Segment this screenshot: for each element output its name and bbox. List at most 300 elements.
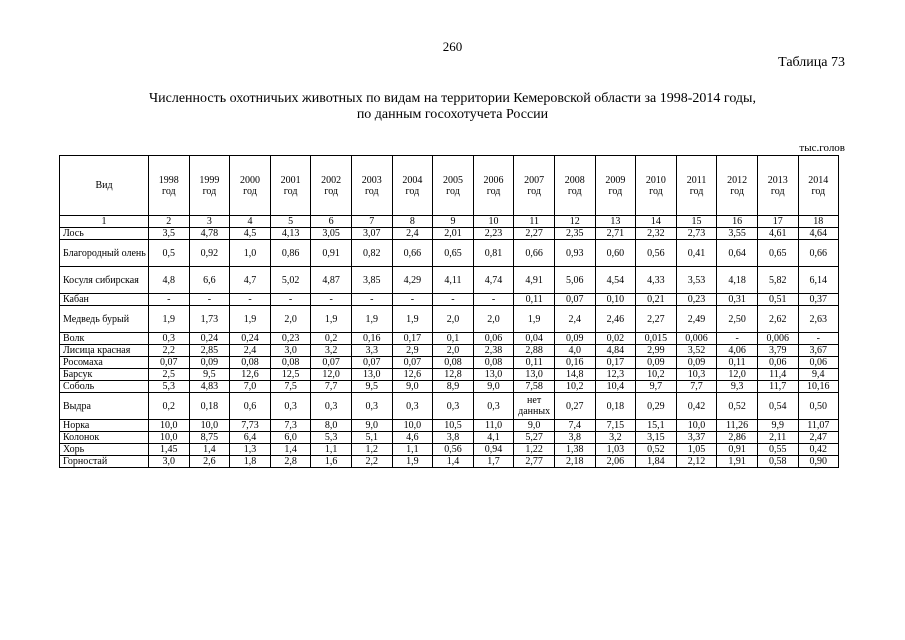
table-cell: - bbox=[717, 333, 758, 345]
table-cell: 5,3 bbox=[311, 432, 352, 444]
table-cell: 6,6 bbox=[189, 267, 230, 294]
table-cell: 2,62 bbox=[757, 306, 798, 333]
header-year-word: год bbox=[283, 185, 298, 197]
table-cell: 6,14 bbox=[798, 267, 839, 294]
table-cell: 10,2 bbox=[636, 369, 677, 381]
table-cell: 4,18 bbox=[717, 267, 758, 294]
table-cell: 3,52 bbox=[676, 345, 717, 357]
table-cell: 12,6 bbox=[230, 369, 271, 381]
table-cell: 2,38 bbox=[473, 345, 514, 357]
table-cell: 2,85 bbox=[189, 345, 230, 357]
table-cell: 2,99 bbox=[636, 345, 677, 357]
table-row bbox=[60, 333, 839, 345]
table-cell: - bbox=[270, 294, 311, 306]
table-cell: 3,8 bbox=[554, 432, 595, 444]
table-cell: 5,02 bbox=[270, 267, 311, 294]
column-number-7: 7 bbox=[351, 216, 392, 228]
table-cell: 1,9 bbox=[514, 306, 555, 333]
table-cell: 10,0 bbox=[392, 420, 433, 432]
table-cell: нет данных bbox=[514, 393, 555, 420]
table-cell: 10,0 bbox=[189, 420, 230, 432]
table-cell: 1,22 bbox=[514, 444, 555, 456]
table-cell: 0,5 bbox=[149, 240, 190, 267]
table-cell: 0,11 bbox=[514, 357, 555, 369]
table-cell: 0,2 bbox=[311, 333, 352, 345]
table-cell: 3,85 bbox=[351, 267, 392, 294]
column-number-14: 14 bbox=[636, 216, 677, 228]
table-cell: 4,74 bbox=[473, 267, 514, 294]
table-cell: 1,45 bbox=[149, 444, 190, 456]
species-name: Росомаха bbox=[60, 357, 149, 369]
table-cell: 0,09 bbox=[676, 357, 717, 369]
table-cell: 2,46 bbox=[595, 306, 636, 333]
header-year-word: год bbox=[486, 185, 501, 197]
table-cell: 2,11 bbox=[757, 432, 798, 444]
header-year-2005 bbox=[433, 156, 474, 216]
species-name: Лисица красная bbox=[60, 345, 149, 357]
table-cell: 5,27 bbox=[514, 432, 555, 444]
species-name: Горностай bbox=[60, 456, 149, 468]
table-cell: 2,4 bbox=[230, 345, 271, 357]
table-cell: 7,15 bbox=[595, 420, 636, 432]
species-name: Медведь бурый bbox=[60, 306, 149, 333]
table-cell: 2,77 bbox=[514, 456, 555, 468]
table-cell: 7,5 bbox=[270, 381, 311, 393]
table-row bbox=[60, 420, 839, 432]
column-number-16: 16 bbox=[717, 216, 758, 228]
table-cell: 3,5 bbox=[149, 228, 190, 240]
table-cell: 4,13 bbox=[270, 228, 311, 240]
table-cell: 12,3 bbox=[595, 369, 636, 381]
table-cell: 4,06 bbox=[717, 345, 758, 357]
table-cell: 7,0 bbox=[230, 381, 271, 393]
table-cell: 9,5 bbox=[189, 369, 230, 381]
header-year-word: год bbox=[161, 185, 176, 197]
table-cell: 1,84 bbox=[636, 456, 677, 468]
header-row bbox=[60, 156, 839, 216]
table-cell: 7,7 bbox=[676, 381, 717, 393]
header-year-value: 2005 bbox=[442, 174, 463, 186]
header-year-2003 bbox=[351, 156, 392, 216]
table-cell: - bbox=[798, 333, 839, 345]
table-cell: 1,9 bbox=[392, 456, 433, 468]
table-cell: - bbox=[433, 294, 474, 306]
table-cell: 0,65 bbox=[433, 240, 474, 267]
table-cell: 2,71 bbox=[595, 228, 636, 240]
column-number-12: 12 bbox=[554, 216, 595, 228]
table-row bbox=[60, 444, 839, 456]
table-row bbox=[60, 456, 839, 468]
header-year-value: 2014 bbox=[808, 174, 829, 186]
table-cell: 0,11 bbox=[514, 294, 555, 306]
table-cell: 5,82 bbox=[757, 267, 798, 294]
table-cell: 2,06 bbox=[595, 456, 636, 468]
table-cell: 0,37 bbox=[798, 294, 839, 306]
table-cell: 9,0 bbox=[392, 381, 433, 393]
table-cell: 1,03 bbox=[595, 444, 636, 456]
table-cell: 1,7 bbox=[473, 456, 514, 468]
table-cell: 0,06 bbox=[473, 333, 514, 345]
header-year-2009 bbox=[595, 156, 636, 216]
column-number-6: 6 bbox=[311, 216, 352, 228]
title-line-1: Численность охотничьих животных по видам на территории Кемеровской области за 1998-2014 годы, bbox=[149, 91, 756, 106]
table-cell: 12,0 bbox=[311, 369, 352, 381]
header-year-value: 2012 bbox=[727, 174, 748, 186]
table-cell: - bbox=[149, 294, 190, 306]
table-cell: 4,11 bbox=[433, 267, 474, 294]
table-cell: 13,0 bbox=[473, 369, 514, 381]
table-cell: 0,17 bbox=[392, 333, 433, 345]
table-cell: 3,15 bbox=[636, 432, 677, 444]
table-cell: 2,4 bbox=[554, 306, 595, 333]
header-year-word: год bbox=[689, 185, 704, 197]
table-cell: 0,42 bbox=[798, 444, 839, 456]
header-year-2010 bbox=[636, 156, 677, 216]
table-cell: 2,0 bbox=[433, 345, 474, 357]
species-name: Кабан bbox=[60, 294, 149, 306]
table-cell: 4,84 bbox=[595, 345, 636, 357]
header-year-2007 bbox=[514, 156, 555, 216]
table-cell: 4,5 bbox=[230, 228, 271, 240]
table-cell: 0,07 bbox=[392, 357, 433, 369]
table-cell: 8,0 bbox=[311, 420, 352, 432]
column-number-10: 10 bbox=[473, 216, 514, 228]
header-year-value: 2013 bbox=[767, 174, 788, 186]
header-year-2011 bbox=[676, 156, 717, 216]
table-cell: 1,8 bbox=[230, 456, 271, 468]
table-cell: 0,94 bbox=[473, 444, 514, 456]
table-cell: 0,17 bbox=[595, 357, 636, 369]
column-number-1: 1 bbox=[60, 216, 149, 228]
table-cell: 1,73 bbox=[189, 306, 230, 333]
table-row bbox=[60, 294, 839, 306]
table-cell: 1,0 bbox=[230, 240, 271, 267]
table-cell: 12,8 bbox=[433, 369, 474, 381]
table-cell: 1,38 bbox=[554, 444, 595, 456]
table-cell: 2,8 bbox=[270, 456, 311, 468]
header-year-1999 bbox=[189, 156, 230, 216]
table-cell: 2,35 bbox=[554, 228, 595, 240]
table-row bbox=[60, 357, 839, 369]
table-cell: 0,23 bbox=[270, 333, 311, 345]
table-cell: 7,73 bbox=[230, 420, 271, 432]
table-cell: 1,3 bbox=[230, 444, 271, 456]
table-cell: 1,9 bbox=[351, 306, 392, 333]
title-line-2: по данным госохотучета России bbox=[356, 107, 549, 122]
population-table bbox=[59, 155, 839, 468]
table-cell: 3,0 bbox=[149, 456, 190, 468]
header-year-2013 bbox=[757, 156, 798, 216]
table-cell: 0,09 bbox=[554, 333, 595, 345]
table-cell: 3,05 bbox=[311, 228, 352, 240]
header-year-word: год bbox=[730, 185, 744, 197]
table-cell: 2,01 bbox=[433, 228, 474, 240]
header-year-value: 2001 bbox=[280, 174, 301, 186]
table-cell: 14,8 bbox=[554, 369, 595, 381]
column-number-11: 11 bbox=[514, 216, 555, 228]
table-cell: 6,0 bbox=[270, 432, 311, 444]
table-cell: 3,67 bbox=[798, 345, 839, 357]
table-cell: 9,4 bbox=[798, 369, 839, 381]
header-year-1998 bbox=[149, 156, 190, 216]
header-year-value: 2000 bbox=[239, 174, 260, 186]
table-cell: 0,66 bbox=[392, 240, 433, 267]
table-cell: - bbox=[230, 294, 271, 306]
header-year-2012 bbox=[717, 156, 758, 216]
table-cell: 0,3 bbox=[351, 393, 392, 420]
table-cell: 0,27 bbox=[554, 393, 595, 420]
table-cell: 0,41 bbox=[676, 240, 717, 267]
column-number-5: 5 bbox=[270, 216, 311, 228]
header-year-value: 1999 bbox=[199, 174, 220, 186]
table-cell: 9,0 bbox=[351, 420, 392, 432]
table-cell: 1,9 bbox=[392, 306, 433, 333]
header-year-word: год bbox=[608, 185, 623, 197]
table-cell: 0,24 bbox=[189, 333, 230, 345]
table-cell: 0,08 bbox=[230, 357, 271, 369]
table-cell: 2,6 bbox=[189, 456, 230, 468]
table-label: Таблица 73 bbox=[778, 55, 845, 70]
species-name: Барсук bbox=[60, 369, 149, 381]
column-number-18: 18 bbox=[798, 216, 839, 228]
table-cell: 2,23 bbox=[473, 228, 514, 240]
table-cell: 12,0 bbox=[717, 369, 758, 381]
table-cell: 0,65 bbox=[757, 240, 798, 267]
header-year-value: 2011 bbox=[686, 174, 707, 186]
table-cell: 0,07 bbox=[554, 294, 595, 306]
table-cell: 9,0 bbox=[473, 381, 514, 393]
table-cell: 0,3 bbox=[149, 333, 190, 345]
table-cell: 0,86 bbox=[270, 240, 311, 267]
table-row bbox=[60, 345, 839, 357]
table-cell: - bbox=[189, 294, 230, 306]
table-cell: 0,08 bbox=[270, 357, 311, 369]
species-name: Норка bbox=[60, 420, 149, 432]
table-cell: 2,5 bbox=[149, 369, 190, 381]
table-cell: 11,07 bbox=[798, 420, 839, 432]
header-year-word: год bbox=[405, 185, 420, 197]
table-cell: 0,06 bbox=[798, 357, 839, 369]
table-cell: 10,0 bbox=[676, 420, 717, 432]
page-number: 260 bbox=[442, 39, 463, 54]
table-cell: 2,2 bbox=[351, 456, 392, 468]
column-number-8: 8 bbox=[392, 216, 433, 228]
table-cell: 0,51 bbox=[757, 294, 798, 306]
table-cell: 4,1 bbox=[473, 432, 514, 444]
table-cell: - bbox=[351, 294, 392, 306]
table-cell: 8,9 bbox=[433, 381, 474, 393]
header-year-word: год bbox=[324, 185, 338, 197]
table-cell: 0,3 bbox=[270, 393, 311, 420]
table-cell: 0,31 bbox=[717, 294, 758, 306]
table-cell: 0,29 bbox=[636, 393, 677, 420]
table-cell: 0,02 bbox=[595, 333, 636, 345]
table-body bbox=[60, 228, 839, 468]
species-name: Выдра bbox=[60, 393, 149, 420]
table-cell: 7,3 bbox=[270, 420, 311, 432]
table-cell: 7,7 bbox=[311, 381, 352, 393]
table-cell: 0,11 bbox=[717, 357, 758, 369]
table-cell: 0,07 bbox=[149, 357, 190, 369]
table-cell: 1,4 bbox=[433, 456, 474, 468]
header-year-word: год bbox=[202, 185, 217, 197]
table-cell: 0,1 bbox=[433, 333, 474, 345]
table-cell: 0,66 bbox=[798, 240, 839, 267]
table-cell: 2,63 bbox=[798, 306, 839, 333]
table-cell: 1,9 bbox=[230, 306, 271, 333]
table-cell: 5,1 bbox=[351, 432, 392, 444]
table-cell: 2,88 bbox=[514, 345, 555, 357]
header-year-word: год bbox=[364, 185, 379, 197]
table-cell: 2,32 bbox=[636, 228, 677, 240]
species-name: Волк bbox=[60, 333, 149, 345]
table-cell: 0,3 bbox=[433, 393, 474, 420]
species-name: Благородный олень bbox=[60, 240, 149, 267]
header-year-value: 2007 bbox=[524, 174, 545, 186]
table-cell: 2,50 bbox=[717, 306, 758, 333]
table-cell: 4,7 bbox=[230, 267, 271, 294]
table-cell: 4,83 bbox=[189, 381, 230, 393]
table-cell: 11,26 bbox=[717, 420, 758, 432]
table-cell: 1,4 bbox=[270, 444, 311, 456]
table-cell: 4,0 bbox=[554, 345, 595, 357]
table-cell: 13,0 bbox=[351, 369, 392, 381]
header-year-value: 2002 bbox=[321, 174, 342, 186]
table-cell: 1,4 bbox=[189, 444, 230, 456]
table-cell: - bbox=[392, 294, 433, 306]
header-year-value: 2009 bbox=[605, 174, 626, 186]
table-cell: 2,12 bbox=[676, 456, 717, 468]
table-cell: 4,78 bbox=[189, 228, 230, 240]
table-cell: 0,92 bbox=[189, 240, 230, 267]
table-cell: 5,3 bbox=[149, 381, 190, 393]
table-cell: 1,1 bbox=[392, 444, 433, 456]
table-cell: 0,10 bbox=[595, 294, 636, 306]
header-year-2004 bbox=[392, 156, 433, 216]
column-number-3: 3 bbox=[189, 216, 230, 228]
table-row bbox=[60, 267, 839, 294]
table-cell: 0,66 bbox=[514, 240, 555, 267]
table-cell: 3,55 bbox=[717, 228, 758, 240]
table-cell: 0,52 bbox=[636, 444, 677, 456]
header-year-value: 2004 bbox=[402, 174, 423, 186]
table-cell: 0,2 bbox=[149, 393, 190, 420]
table-cell: 0,07 bbox=[351, 357, 392, 369]
header-year-2008 bbox=[554, 156, 595, 216]
table-cell: 0,56 bbox=[433, 444, 474, 456]
table-cell: 3,8 bbox=[433, 432, 474, 444]
header-year-value: 2006 bbox=[483, 174, 504, 186]
table-cell: 1,1 bbox=[311, 444, 352, 456]
document-title bbox=[60, 91, 845, 123]
table-cell: 0,23 bbox=[676, 294, 717, 306]
table-cell: 3,79 bbox=[757, 345, 798, 357]
column-number-13: 13 bbox=[595, 216, 636, 228]
table-cell: 15,1 bbox=[636, 420, 677, 432]
header-year-value: 2010 bbox=[645, 174, 666, 186]
table-cell: 4,64 bbox=[798, 228, 839, 240]
table-cell: 0,64 bbox=[717, 240, 758, 267]
table-cell: 7,58 bbox=[514, 381, 555, 393]
header-year-2014 bbox=[798, 156, 839, 216]
table-cell: 10,5 bbox=[433, 420, 474, 432]
unit-label: тыс.голов bbox=[799, 142, 845, 154]
table-cell: 0,04 bbox=[514, 333, 555, 345]
table-cell: 0,06 bbox=[757, 357, 798, 369]
table-cell: - bbox=[311, 294, 352, 306]
table-cell: 0,6 bbox=[230, 393, 271, 420]
table-cell: 1,6 bbox=[311, 456, 352, 468]
column-number-15: 15 bbox=[676, 216, 717, 228]
table-cell: 4,8 bbox=[149, 267, 190, 294]
table-cell: 0,60 bbox=[595, 240, 636, 267]
header-species: Вид bbox=[60, 156, 149, 216]
table-cell: 0,56 bbox=[636, 240, 677, 267]
table-cell: 0,3 bbox=[473, 393, 514, 420]
table-cell: 3,2 bbox=[595, 432, 636, 444]
header-year-word: год bbox=[649, 185, 663, 197]
table-cell: 10,4 bbox=[595, 381, 636, 393]
header-year-value: 1998 bbox=[158, 174, 179, 186]
table-cell: 4,91 bbox=[514, 267, 555, 294]
table-cell: 0,07 bbox=[311, 357, 352, 369]
table-cell: 10,0 bbox=[149, 420, 190, 432]
table-cell: 13,0 bbox=[514, 369, 555, 381]
species-name: Косуля сибирская bbox=[60, 267, 149, 294]
header-year-word: год bbox=[446, 185, 460, 197]
table-cell: 0,09 bbox=[636, 357, 677, 369]
table-cell: 0,3 bbox=[311, 393, 352, 420]
header-year-2000 bbox=[230, 156, 271, 216]
table-cell: 11,4 bbox=[757, 369, 798, 381]
table-cell: 12,6 bbox=[392, 369, 433, 381]
species-name: Колонок bbox=[60, 432, 149, 444]
header-year-word: год bbox=[811, 185, 826, 197]
table-cell: 4,61 bbox=[757, 228, 798, 240]
header-year-2002 bbox=[311, 156, 352, 216]
table-cell: 0,55 bbox=[757, 444, 798, 456]
table-cell: 0,82 bbox=[351, 240, 392, 267]
table-cell: 10,16 bbox=[798, 381, 839, 393]
column-number-2: 2 bbox=[149, 216, 190, 228]
table-cell: 10,3 bbox=[676, 369, 717, 381]
table-cell: 6,4 bbox=[230, 432, 271, 444]
table-row bbox=[60, 393, 839, 420]
table-row bbox=[60, 432, 839, 444]
table-cell: 2,27 bbox=[636, 306, 677, 333]
table-cell: 3,3 bbox=[351, 345, 392, 357]
header-year-2001 bbox=[270, 156, 311, 216]
table-cell: 2,27 bbox=[514, 228, 555, 240]
table-cell: 0,18 bbox=[595, 393, 636, 420]
table-cell: 3,37 bbox=[676, 432, 717, 444]
table-cell: 4,6 bbox=[392, 432, 433, 444]
table-cell: 1,91 bbox=[717, 456, 758, 468]
table-cell: 2,0 bbox=[473, 306, 514, 333]
table-cell: 0,09 bbox=[189, 357, 230, 369]
table-cell: 2,2 bbox=[149, 345, 190, 357]
table-cell: 0,58 bbox=[757, 456, 798, 468]
table-cell: 0,24 bbox=[230, 333, 271, 345]
table-cell: 0,91 bbox=[717, 444, 758, 456]
table-cell: 2,9 bbox=[392, 345, 433, 357]
table-cell: 8,75 bbox=[189, 432, 230, 444]
table-cell: - bbox=[473, 294, 514, 306]
table-cell: 9,3 bbox=[717, 381, 758, 393]
header-year-value: 2003 bbox=[361, 174, 382, 186]
table-cell: 3,0 bbox=[270, 345, 311, 357]
table-cell: 2,47 bbox=[798, 432, 839, 444]
